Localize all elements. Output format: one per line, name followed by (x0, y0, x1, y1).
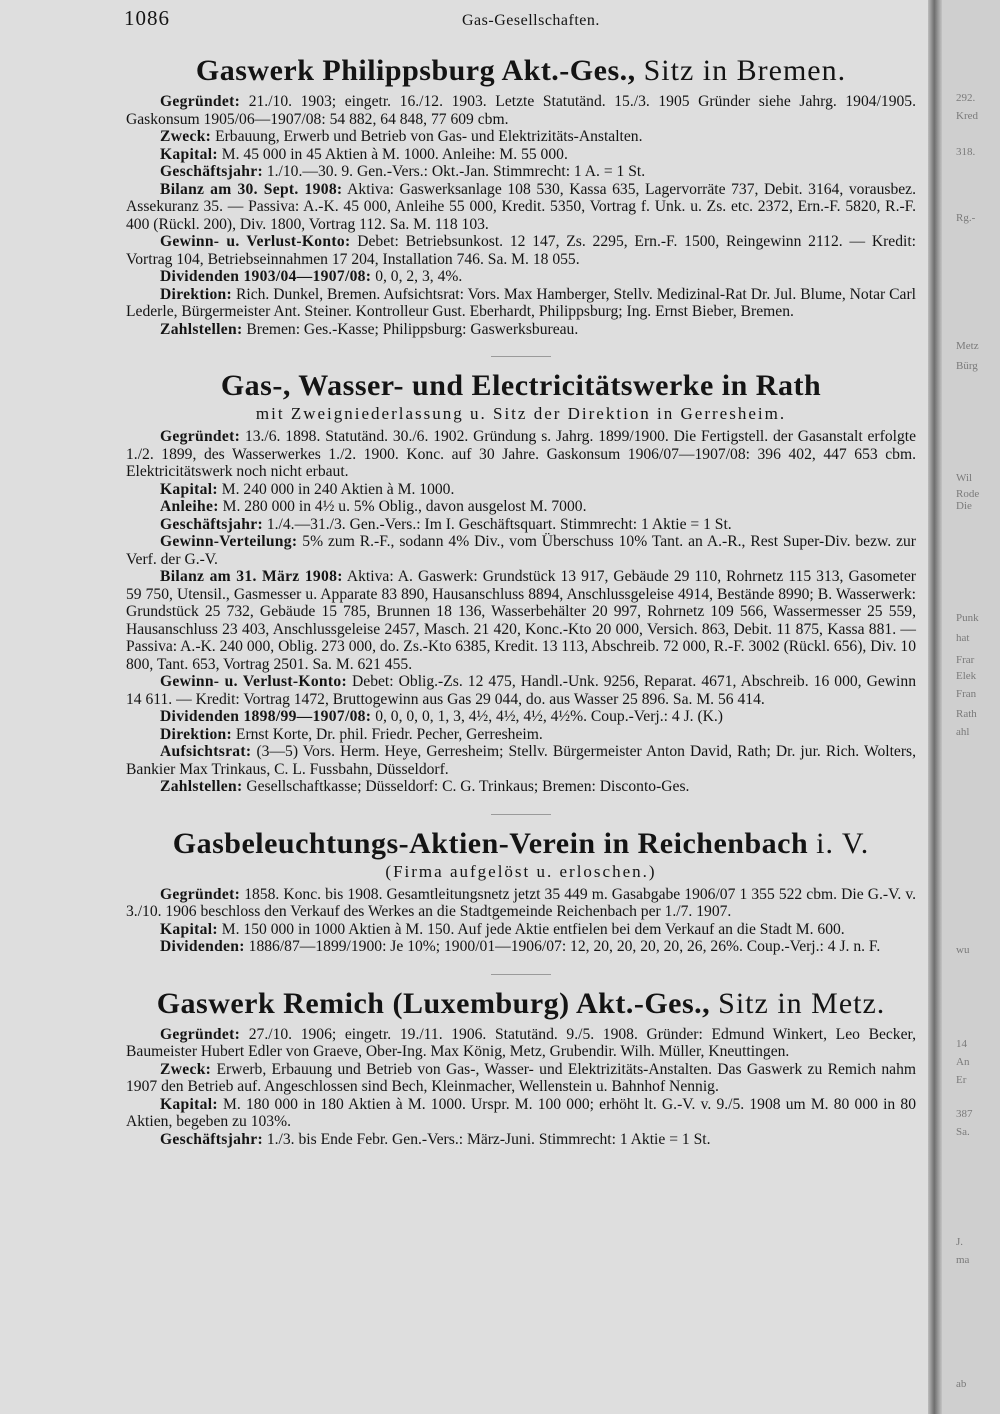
adjacent-page-fragment: ahl (956, 726, 970, 738)
paragraph-label: Direktion: (160, 725, 233, 743)
entry-paragraph (126, 568, 916, 673)
paragraph-label: Kapital: (160, 145, 218, 163)
adjacent-page-fragment: An (956, 1056, 970, 1068)
paragraph-label: Geschäftsjahr: (160, 1130, 263, 1148)
company-name: Gaswerk Remich (Luxemburg) Akt.-Ges., (156, 986, 711, 1020)
paragraph-label: Bilanz am 31. März 1908: (160, 568, 343, 585)
company-name: Gaswerk Philippsburg Akt.-Ges., (195, 54, 636, 87)
paragraph-label: Kapital: (160, 920, 218, 938)
company-seat: i. V. (816, 826, 870, 860)
adjacent-page-edge (942, 0, 1000, 1414)
entry-paragraph (126, 321, 916, 339)
adjacent-page-fragment: hat (956, 632, 970, 644)
paragraph-label: Zweck: (160, 128, 212, 145)
paragraph-label: Kapital: (160, 480, 218, 498)
entry-paragraph (126, 481, 916, 499)
paragraph-text: 1./10.—30. 9. Gen.-Vers.: Okt.-Jan. Stimmrecht: 1 A. = 1 St. (266, 163, 646, 180)
entry-paragraph (126, 498, 916, 516)
adjacent-page-fragment: Rode (956, 488, 980, 500)
paragraph-text: 1858. Konc. bis 1908. Gesamtleitungsnetz jetzt 35 449 m. Gasabgabe 1906/07 1 355 522 cbm. Die G.-V. v. 3./10. 1906 beschloss den Verkauf des Werkes an die Stadtgemeinde Reichenbach per 1./7. 1907. (126, 885, 916, 920)
entry-paragraph (126, 286, 916, 321)
paragraph-label: Dividenden 1903/04—1907/08: (160, 268, 372, 285)
adjacent-page-fragment: 318. (956, 146, 976, 158)
entry-paragraph (126, 181, 916, 234)
entry-paragraph (126, 673, 916, 708)
entry-paragraph (126, 778, 916, 796)
entry-paragraph (126, 163, 916, 181)
paragraph-label: Gegründet: (160, 885, 241, 903)
entry-paragraph (126, 921, 916, 939)
page-content (126, 44, 916, 1164)
paragraph-text: M. 240 000 in 240 Aktien à M. 1000. (221, 480, 455, 498)
paragraph-label: Geschäftsjahr: (160, 163, 263, 180)
paragraph-label: Direktion: (160, 285, 233, 303)
paragraph-text: Debet: Betriebsunkost. 12 147, Zs. 2295, Ern.-F. 1500, Reingewinn 2112. — Kredit: Vortrag 104, Betriebseinnahmen 17 204, Installation 746. Sa. M. 18 055. (126, 233, 916, 268)
adjacent-page-fragment: 387 (956, 1108, 973, 1120)
adjacent-page-fragment: Wil (956, 472, 973, 484)
adjacent-page-fragment: J. (956, 1236, 964, 1248)
entry-paragraph (126, 886, 916, 921)
paragraph-label: Aufsichtsrat: (160, 743, 252, 760)
company-name: Gas-, Wasser- und Electricitätswerke in Rath (220, 369, 822, 402)
company-entry (126, 987, 916, 1149)
paragraph-text: M. 180 000 in 180 Aktien à M. 1000. Urspr. M. 100 000; erhöht lt. G.-V. v. 9./5. 1908 um M. 80 000 in 80 Aktien, begeben zu 103%. (126, 1095, 916, 1130)
paragraph-text: 1./4.—31./3. Gen.-Vers.: Im I. Geschäftsquart. Stimmrecht: 1 Aktie = 1 St. (266, 515, 732, 533)
paragraph-label: Gegründet: (160, 428, 241, 445)
adjacent-page-fragment: Rath (956, 708, 977, 720)
company-entry (126, 369, 916, 796)
company-title (126, 987, 916, 1020)
paragraph-label: Zahlstellen: (160, 320, 243, 338)
adjacent-page-fragment: Rg.- (956, 212, 976, 224)
paragraph-label: Gewinn- u. Verlust-Konto: (160, 233, 351, 250)
adjacent-page-fragment: Elek (956, 670, 977, 682)
paragraph-text: 27./10. 1906; eingetr. 19./11. 1906. Statutänd. 9./5. 1908. Gründer: Edmund Winkert, Leo Becker, Baumeister Hubert Edler von Graeve, Ober-Ing. Max König, Metz, Grubendir. Wilh. Müller, Kneuttingen. (126, 1025, 916, 1060)
paragraph-text: 0, 0, 0, 0, 1, 3, 4½, 4½, 4½, 4½%. Coup.-Verj.: 4 J. (K.) (375, 708, 723, 725)
paragraph-text: 5% zum R.-F., sodann 4% Div., vom Überschuss 10% Tant. an A.-R., Rest Super-Div. bezw. zur Verf. der G.-V. (126, 533, 916, 568)
paragraph-label: Gegründet: (160, 93, 241, 110)
paragraph-text: Bremen: Ges.-Kasse; Philippsburg: Gaswerksbureau. (246, 320, 579, 338)
entry-paragraph (126, 428, 916, 481)
paragraph-label: Zweck: (160, 1060, 212, 1078)
entry-paragraph (126, 1131, 916, 1149)
entry-paragraph (126, 743, 916, 778)
entry-paragraph (126, 233, 916, 268)
company-entry (126, 827, 916, 956)
adjacent-page-fragment: Er (956, 1074, 967, 1086)
paragraph-label: Gewinn- u. Verlust-Konto: (160, 673, 347, 690)
adjacent-page-fragment: 14 (956, 1038, 967, 1050)
paragraph-text: M. 150 000 in 1000 Aktien à M. 150. Auf jede Aktie entfielen bei dem Verkauf an die Stadt M. 600. (221, 920, 845, 938)
paragraph-text: Erwerb, Erbauung und Betrieb von Gas-, Wasser- und Elektrizitäts-Anstalten. Das Gaswerk zu Remich nahm 1907 den Betrieb auf. Angeschlossen sind Bech, Kleinmacher, Wellenstein u. Bahnhof Nennig. (126, 1060, 916, 1095)
paragraph-text: (3—5) Vors. Herm. Heye, Gerresheim; Stellv. Bürgermeister Anton David, Rath; Dr. jur. Rich. Wolters, Bankier Max Trinkaus, C. L. Fussbahn, Düsseldorf. (126, 743, 916, 778)
paragraph-text: Gesellschaftkasse; Düsseldorf: C. G. Trinkaus; Bremen: Disconto-Ges. (246, 778, 690, 795)
paragraph-label: Gewinn-Verteilung: (160, 533, 298, 550)
paragraph-label: Dividenden: (160, 938, 245, 955)
entry-paragraph (126, 146, 916, 164)
company-title (126, 369, 916, 402)
entry-paragraph (126, 938, 916, 956)
paragraph-text: 1./3. bis Ende Febr. Gen.-Vers.: März-Juni. Stimmrecht: 1 Aktie = 1 St. (266, 1130, 711, 1148)
paragraph-text: Debet: Oblig.-Zs. 12 475, Handl.-Unk. 9256, Reparat. 4671, Abschreib. 16 000, Gewinn 14 611. — Kredit: Vortrag 1472, Bruttogewinn aus Gas 29 044, do. aus Wasser 25 896. Sa. M. 56 414. (126, 673, 916, 708)
adjacent-page-fragment: Frar (956, 654, 975, 666)
company-subtitle: mit Zweigniederlassung u. Sitz der Direktion in Gerresheim. (255, 404, 787, 423)
entry-separator (491, 814, 551, 815)
entry-paragraph (126, 708, 916, 726)
company-name: Gasbeleuchtungs-Aktien-Verein in Reichenbach (172, 826, 809, 860)
paragraph-text: M. 280 000 in 4½ u. 5% Oblig., davon ausgelost M. 7000. (222, 498, 587, 515)
adjacent-page-fragment: Metz (956, 340, 979, 352)
paragraph-text: 21./10. 1903; eingetr. 16./12. 1903. Letzte Statutänd. 15./3. 1905 Gründer siehe Jahrg. 1904/1905. Gaskonsum 1905/06—1907/08: 54 882, 64 848, 77 609 cbm. (126, 93, 916, 128)
paragraph-label: Kapital: (160, 1095, 218, 1113)
paragraph-text: M. 45 000 in 45 Aktien à M. 1000. Anleihe: M. 55 000. (221, 145, 568, 163)
adjacent-page-fragment: 292. (956, 92, 976, 104)
paragraph-text: 1886/87—1899/1900: Je 10%; 1900/01—1906/07: 12, 20, 20, 20, 20, 26, 26%. Coup.-Verj.: 4 J. n. F. (248, 938, 881, 955)
company-title (126, 827, 916, 860)
entry-paragraph (126, 93, 916, 128)
paragraph-label: Geschäftsjahr: (160, 515, 263, 533)
paragraph-label: Bilanz am 30. Sept. 1908: (160, 180, 343, 198)
page-header (0, 4, 940, 34)
adjacent-page-fragment: ma (956, 1254, 970, 1266)
entry-paragraph (126, 516, 916, 534)
paragraph-text: Aktiva: A. Gaswerk: Grundstück 13 917, Gebäude 29 110, Rohrnetz 115 313, Gasometer 59 750, Utensil., Gasmesser u. Apparate 83 890, Hausanschluss 8894, Anschlussgeleise 4914, Bestände 8990; B. Wasserwerk: Grundstück 25 732, Gebäude 15 785, Brunnen 18 136, Wasserbehälter 20 997, Rohrnetz 109 566, Wassermesser 25 559, Hausanschluss 23 403, Anschlussgeleise 2457, Masch. 21 420, Konc.-Kto 20 000, Versich. 863, Debit. 11 875, Kassa 881. — Passiva: A.-K. 240 000, Oblig. 273 000, do. Zs.-Kto 6385, Kredit. 13 113, Abschreib. 72 000, R.-F. 3002 (Rückl. 656), Div. 10 800, Tant. 653, Vortrag 2501. Sa. M. 621 455. (126, 568, 916, 673)
adjacent-page-fragment: Bürg (956, 360, 978, 372)
paragraph-text: 0, 0, 2, 3, 4%. (375, 268, 463, 285)
paragraph-label: Dividenden 1898/99—1907/08: (160, 708, 372, 725)
paragraph-text: Ernst Korte, Dr. phil. Friedr. Pecher, Gerresheim. (235, 725, 543, 743)
adjacent-page-fragment: Die (956, 500, 972, 512)
entry-separator (491, 356, 551, 357)
entry-paragraph (126, 1061, 916, 1096)
adjacent-page-fragment: Kred (956, 110, 978, 122)
adjacent-page-fragment: Fran (956, 688, 977, 700)
entry-paragraph (126, 1026, 916, 1061)
company-subtitle: (Firma aufgelöst u. erloschen.) (385, 861, 657, 881)
paragraph-label: Anleihe: (160, 498, 219, 515)
company-entry (126, 54, 916, 338)
paragraph-label: Zahlstellen: (160, 778, 243, 795)
adjacent-page-fragment: Punk (956, 612, 979, 624)
company-title (126, 54, 916, 87)
adjacent-page-fragment: Sa. (956, 1126, 970, 1138)
paragraph-text: Erbauung, Erwerb und Betrieb von Gas- und Elektrizitäts-Anstalten. (215, 128, 643, 145)
adjacent-page-fragment: wu (956, 944, 970, 956)
paragraph-label: Gegründet: (160, 1025, 241, 1043)
running-title: Gas-Gesellschaften. (462, 12, 600, 29)
company-seat: Sitz in Metz. (718, 986, 886, 1020)
entry-paragraph (126, 533, 916, 568)
adjacent-page-fragment: ab (956, 1378, 967, 1390)
company-seat: Sitz in Bremen. (643, 54, 847, 87)
entry-paragraph (126, 1096, 916, 1131)
book-gutter (928, 0, 942, 1414)
page-number: 1086 (124, 6, 170, 30)
entry-paragraph (126, 128, 916, 146)
entry-paragraph (126, 726, 916, 744)
entry-paragraph (126, 268, 916, 286)
paragraph-text: 13./6. 1898. Statutänd. 30./6. 1902. Gründung s. Jahrg. 1899/1900. Die Fertigstell. der Gasanstalt erfolgte 1./2. 1899, des Wasserwerkes 1./2. 1900. Konc. auf 30 Jahre. Gaskonsum 1906/07—1907/08: 396 402, 447 653 cbm. Elektricitätswerk noch nicht erbaut. (126, 428, 916, 480)
paragraph-text: Rich. Dunkel, Bremen. Aufsichtsrat: Vors. Max Hamberger, Stellv. Medizinal-Rat Dr. Jul. Blume, Notar Carl Lederle, Bürgermeister Ant. Steiner. Kontrolleur Gust. Eberhardt, Philippsburg; Ing. Ernst Bieber, Bremen. (126, 285, 916, 320)
paragraph-text: Aktiva: Gaswerksanlage 108 530, Kassa 635, Lagervorräte 737, Debit. 3164, vorausbez. Assekuranz 35. — Passiva: A.-K. 45 000, Anleihe 55 000, Kredit. 5350, Vortrag f. Unk. u. Zs. etc. 2372, Ern.-F. 5820, R.-F. 400 (Rückl. 200), Div. 1800, Vortrag 112. Sa. M. 118 103. (126, 180, 916, 233)
entry-separator (491, 974, 551, 975)
